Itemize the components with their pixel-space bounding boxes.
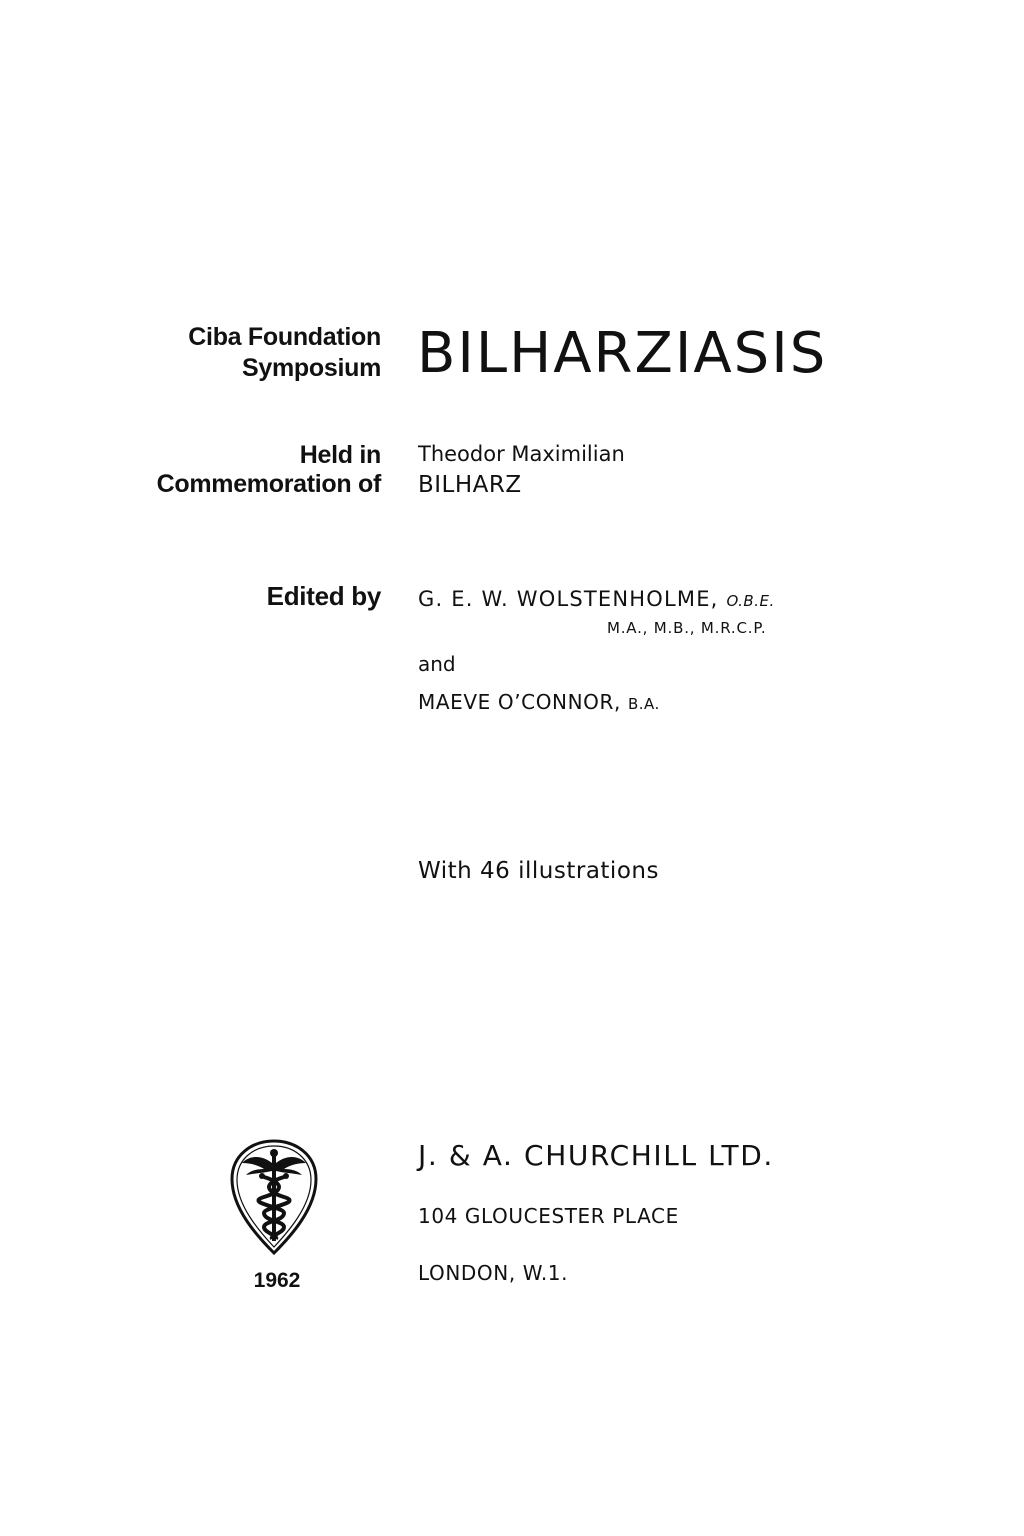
publisher-city: LONDON, W.1. bbox=[418, 1261, 569, 1285]
editors-conjunction: and bbox=[418, 652, 456, 676]
commemoration-label-line1: Held in bbox=[299, 441, 381, 469]
editor-2-name: MAEVE O’CONNOR, bbox=[418, 690, 621, 714]
illustrations-note: With 46 illustrations bbox=[418, 858, 659, 884]
editor-2-degree: B.A. bbox=[627, 695, 660, 713]
commemoration-label-line2: Commemoration of bbox=[156, 470, 381, 498]
caduceus-shield-icon bbox=[224, 1137, 324, 1257]
editor-1 bbox=[418, 585, 775, 615]
series-label bbox=[188, 322, 381, 384]
series-label-line2: Symposium bbox=[242, 354, 381, 382]
commemoration-label bbox=[157, 441, 381, 499]
publisher-address: 104 GLOUCESTER PLACE bbox=[418, 1204, 679, 1228]
series-label-line1: Ciba Foundation bbox=[188, 323, 381, 351]
publication-year: 1962 bbox=[253, 1269, 301, 1292]
editor-1-honour: O.B.E. bbox=[726, 592, 775, 610]
editor-1-qualifications: M.A., M.B., M.R.C.P. bbox=[607, 619, 767, 637]
editor-1-name: G. E. W. WOLSTENHOLME, bbox=[418, 587, 719, 611]
editors-label-text: Edited by bbox=[266, 581, 381, 611]
publisher-name: J. & A. CHURCHILL LTD. bbox=[418, 1139, 774, 1172]
editor-2 bbox=[418, 688, 660, 718]
honoree-surname: BILHARZ bbox=[418, 472, 522, 498]
editors-label bbox=[267, 580, 381, 612]
book-title: BILHARZIASIS bbox=[417, 321, 828, 386]
honoree-given-names: Theodor Maximilian bbox=[418, 442, 625, 466]
